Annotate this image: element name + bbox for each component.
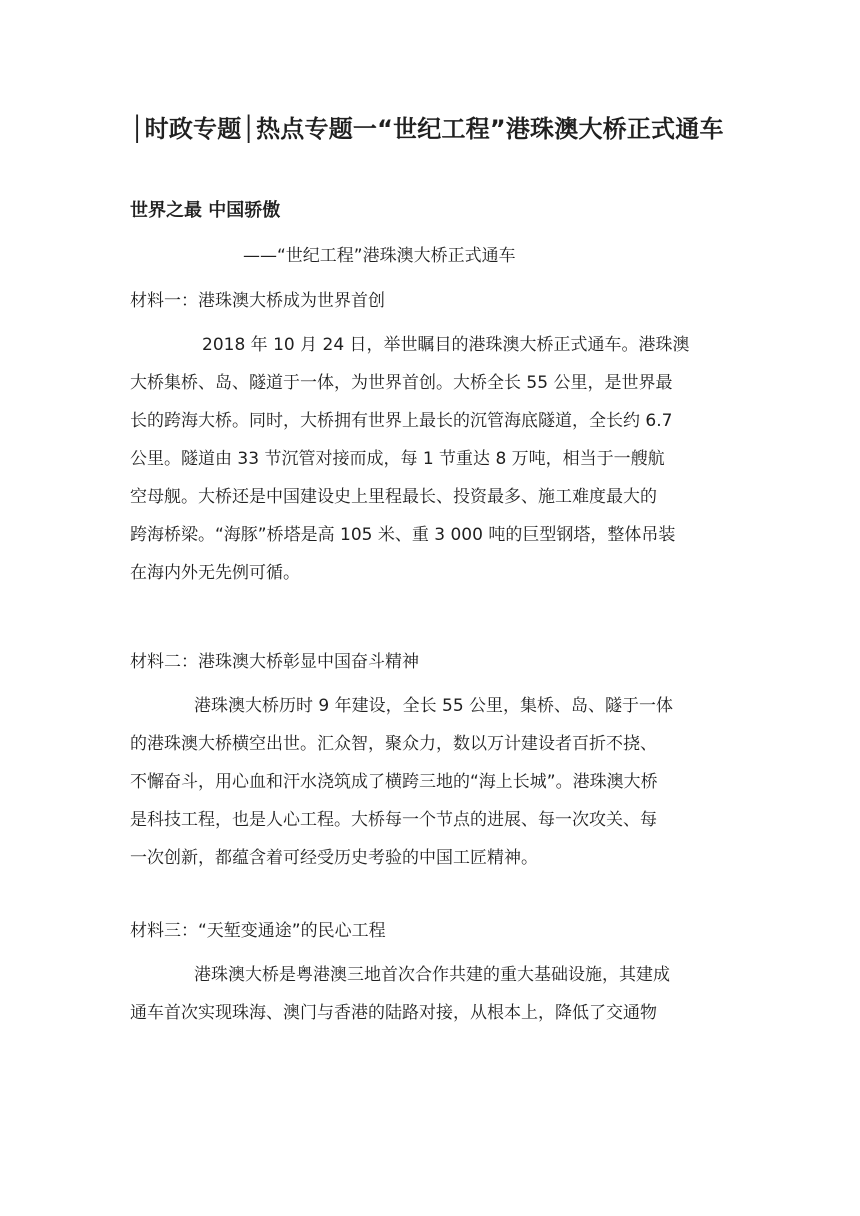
section-heading: 世界之最 中国骄傲 [130, 200, 281, 221]
document-title: │时政专题│热点专题一“世纪工程”港珠澳大桥正式通车 [130, 115, 724, 143]
material-1-paragraph [130, 326, 730, 592]
material-2-paragraph [130, 687, 730, 877]
paragraph-line: 大桥集桥、岛、隧道于一体，为世界首创。大桥全长 55 公里，是世界最 [130, 373, 673, 393]
paragraph-line: 公里。隧道由 33 节沉管对接而成，每 1 节重达 8 万吨，相当于一艘航 [130, 449, 665, 469]
paragraph-line: 的港珠澳大桥横空出世。汇众智，聚众力，数以万计建设者百折不挠、 [130, 734, 657, 754]
material-3-paragraph [130, 956, 730, 1032]
paragraph-line: 不懈奋斗，用心血和汗水浇筑成了横跨三地的“海上长城”。港珠澳大桥 [130, 772, 658, 792]
paragraph-line: 港珠澳大桥是粤港澳三地首次合作共建的重大基础设施，其建成 [194, 965, 670, 985]
paragraph-line: 一次创新，都蕴含着可经受历史考验的中国工匠精神。 [130, 848, 538, 868]
paragraph-line: 空母舰。大桥还是中国建设史上里程最长、投资最多、施工难度最大的 [130, 487, 657, 507]
paragraph-line: 通车首次实现珠海、澳门与香港的陆路对接，从根本上，降低了交通物 [130, 1003, 657, 1023]
paragraph-line: 跨海桥梁。“海豚”桥塔是高 105 米、重 3 000 吨的巨型钢塔，整体吊装 [130, 525, 676, 545]
paragraph-line: 长的跨海大桥。同时，大桥拥有世界上最长的沉管海底隧道，全长约 6.7 [130, 411, 673, 431]
material-1-label: 材料一：港珠澳大桥成为世界首创 [130, 291, 385, 311]
material-2-label: 材料二：港珠澳大桥彰显中国奋斗精神 [130, 652, 419, 672]
section-subheading: ——“世纪工程”港珠澳大桥正式通车 [243, 246, 516, 266]
paragraph-line: 2018 年 10 月 24 日，举世瞩目的港珠澳大桥正式通车。港珠澳 [202, 335, 690, 355]
paragraph-line: 港珠澳大桥历时 9 年建设，全长 55 公里，集桥、岛、隧于一体 [194, 696, 674, 716]
paragraph-line: 在海内外无先例可循。 [130, 563, 300, 583]
material-3-label: 材料三：“天堑变通途”的民心工程 [130, 921, 386, 941]
paragraph-line: 是科技工程，也是人心工程。大桥每一个节点的进展、每一次攻关、每 [130, 810, 657, 830]
